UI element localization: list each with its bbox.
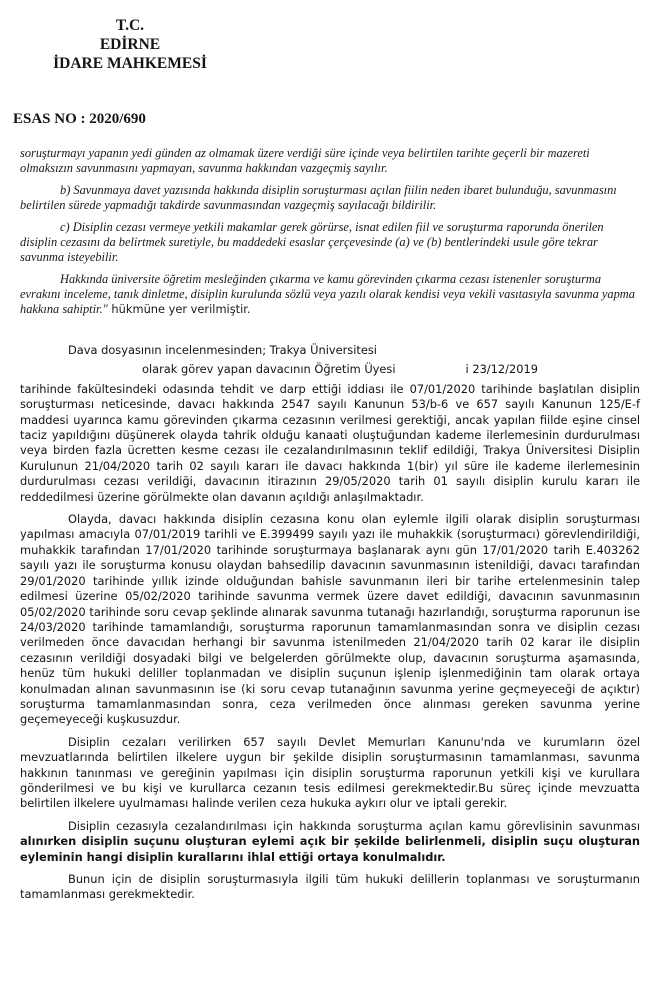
body-paragraph-1-line2 bbox=[20, 362, 640, 377]
header-court: İDARE MAHKEMESİ bbox=[53, 55, 207, 72]
body-paragraph-5: Bunun için de disiplin soruşturmasıyla ilgili tüm hukuki delillerin toplanması ve soruşturmanın tamamlanması gerekmektedir. bbox=[20, 872, 640, 902]
quote-paragraph-1: soruşturmayı yapanın yedi günden az olmamak üzere verdiği süre içinde veya belirtilen tarihte geçerli bir mazereti olmaksızın savunmasını yapmayan, savunma hakkından vazgeçmiş sayılır. bbox=[20, 146, 590, 175]
body-paragraph-1-rest: tarihinde fakültesindeki odasında tehdit ve darp ettiği iddiası ile 07/01/2020 tarihinde başlatılan disiplin soruşturması neticesinde, davacı hakkında 2547 sayılı Kanunun 53/b-6 ve 657 sayılı Kanunun 125/E-f maddesi uyarınca kamu görevinden çıkarma cezasının verilmesi gerektiği, ancak yapılan fiilde eşine cinsel taciz yapıldığını düşünerek olayda tahrik olduğu kanaati oluştuğundan kademe ilerlemesinin durdurulması veya birden fazla ücretten kesme cezası ile cezalandırılmasının teklif edildiği, Trakya Üniversitesi Disiplin Kurulunun 21/04/2020 tarih 02 sayılı kararı ile davacı hakkında 1(bir) yıl süre ile kademe ilerlemesinin durdurulması cezası verildiği, davacının itirazının 29/05/2020 tarih 01 sayılı disiplin kurulu kararı ile reddedilmesi üzerine görülmekte olan davanın açıldığı anlaşılmaktadır. bbox=[20, 381, 640, 504]
body-paragraph-4-normal: Disiplin cezasıyla cezalandırılması için hakkında soruşturma açılan kamu görevlisinin savunması bbox=[68, 818, 640, 833]
body-paragraph-3: Disiplin cezaları verilirken 657 sayılı Devlet Memurları Kanunu'nda ve kurumların özel mevzuatlarında belirtilen ilkelere uygun bir şekilde disiplin soruşturmasının tamamlanması, savunma hakkının tanınması ve gereğinin yapılması için disiplin soruşturma raporunun yetkili kişi ve kurullara gönderilmesi ve bu kişi ve kurullarca cezanın tesis edilmesi gerekmektedir.Bu süreç içinde mevzuatta belirtilen ilkelere uyulmaması halinde verilen ceza hukuka aykırı olur ve iptali gerekir. bbox=[20, 734, 640, 811]
body-paragraph-1-line2b: i 23/12/2019 bbox=[465, 362, 538, 377]
body-paragraph-2: Olayda, davacı hakkında disiplin cezasına konu olan eylemle ilgili olarak disiplin soruşturması yapılması amacıyla 07/01/2019 tarihli ve E.399499 sayılı yazı ile muhakkik (soruşturmacı) görevlendirildiği, muhakkik tarafından 17/01/2020 tarihinde soruşturmaya başlanarak aynı gün 17/01/2020 tarih E.403262 sayılı yazı ile soruşturma konusu olaydan bahsedilip davacının savunmasının istenildiği, davacı tarafından 29/01/2020 tarihinde yıllık izinde olduğundan bahisle savunmanın ileri bir tarihe ertelenmesinin talep edilmesi üzerine 05/02/2020 tarihinde savunma vermek üzere davet edildiği, davacının savunmasının 05/02/2020 tarihinde soru cevap şeklinde alınarak savunma tutanağı hazırlandığı, soruşturma raporunun ise 24/03/2020 tarihinde tamamlandığı, soruşturma raporunun tamamlanmasından sonra ve disiplin cezası verilmeden önce davacıdan herhangi bir savunma istenilmeden 21/04/2020 tarih 02 karar ile disiplin cezasının verildiği dosyadaki bilgi ve belgelerden görülmekte olup, davacının soruşturma aşamasında, henüz tüm hukuki deliller toplanmadan ve disiplin suçunun işlenip işlenmediğinin tam olarak ortaya konulmadan alınan savunmasının ise (ki soru cevap tutanağının savunma yerine geçmeyeceği de açıktır) soruşturma tamamlanmasından sonra, ceza verilmeden önce alınması gereken savunma yerine geçemeyeceği kuşkusuzdur. bbox=[20, 512, 640, 727]
body-paragraph-4 bbox=[20, 819, 640, 865]
quote-paragraph-2: b) Savunmaya davet yazısında hakkında disiplin soruşturması açılan fiilin neden ibaret bulunduğu, savunmasını belirtilen sürede yapmadığı takdirde savunmasından vazgeçmiş sayılacağı bildirilir. bbox=[20, 183, 617, 212]
body-paragraph-1-intro: Dava dosyasının incelenmesinden; Trakya Üniversitesi bbox=[68, 343, 377, 357]
quote-paragraph-3: c) Disiplin cezası vermeye yetkili makamlar gerek görürse, isnat edilen fiil ve soruşturma raporunda önerilen disiplin cezasını da belirtmek suretiyle, bu maddedeki esaslar çerçevesinde (a) ve (b) bentlerindeki usule göre tekrar savunma isteyebilir. bbox=[20, 220, 604, 264]
body-paragraph-4-bold: alınırken disiplin suçunu oluşturan eylemi açık bir şekilde belirlenmeli, disiplin suçu oluşturan eyleminin hangi disiplin kurallarını ihlal ettiği ortaya konulmalıdır. bbox=[20, 834, 640, 864]
body-paragraph-1-line2a: olarak görev yapan davacının Öğretim Üyesi bbox=[142, 362, 396, 377]
decision-body bbox=[20, 343, 640, 910]
quote-paragraph-4 bbox=[20, 272, 640, 317]
court-header bbox=[40, 16, 220, 73]
header-city: EDİRNE bbox=[99, 36, 161, 53]
quoted-regulation bbox=[20, 146, 640, 324]
case-number: ESAS NO : 2020/690 bbox=[13, 111, 146, 127]
quote-paragraph-4-text: Hakkında üniversite öğretim mesleğinden çıkarma ve kamu görevinden çıkarma cezası istenenler soruşturma evrakını inceleme, tanık dinletme, disiplin kurulunda sözlü veya yazılı olarak kendisi veya vekili vasıtasıyla savunma yapma hakkına sahiptir." bbox=[20, 272, 635, 316]
header-tc: T.C. bbox=[115, 17, 145, 34]
quote-paragraph-4-tail: hükmüne yer verilmiştir. bbox=[107, 302, 251, 316]
